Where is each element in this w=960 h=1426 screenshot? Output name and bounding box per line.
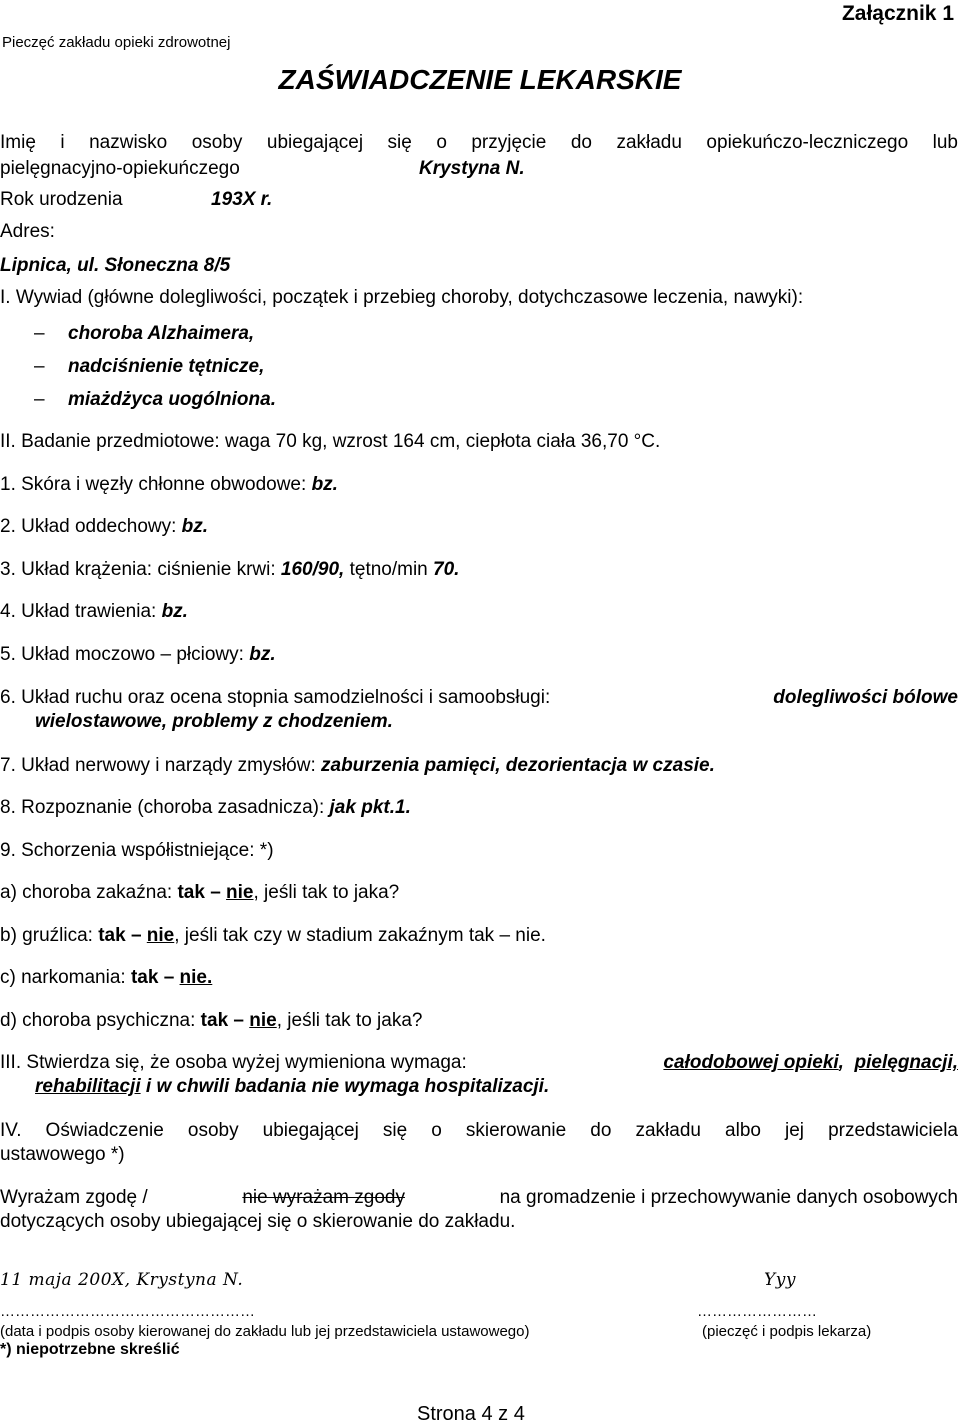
conclusion-line: III. Stwierdza się, że osoba wyżej wymieniona wymaga: całodobowej opieki, pielęgnacji, (0, 1052, 958, 1073)
exam-item-urogenital: 5. Układ moczowo – płciowy: bz. (0, 644, 276, 665)
disease-addiction: c) narkomania: tak – nie. (0, 967, 213, 988)
signature-line-right: …………………… (697, 1303, 817, 1320)
name-label: Imię i nazwisko osoby ubiegającej się o przyjęcie do zakładu opiekuńczo-leczniczego lub (0, 132, 958, 153)
birth-value: 193X r. (211, 189, 273, 210)
consent-line: Wyrażam zgodę / nie wyrażam zgody na gromadzenie i przechowywanie danych osobowych (0, 1187, 958, 1208)
dash-marker: – (34, 389, 45, 410)
exam-item-diagnosis: 8. Rozpoznanie (choroba zasadnicza): jak pkt.1. (0, 797, 411, 818)
birth-label: Rok urodzenia (0, 189, 123, 210)
signature-line-left: …………………………………………… (0, 1303, 255, 1320)
exam-item-locomotor-cont: wielostawowe, problemy z chodzeniem. (35, 711, 393, 732)
patient-signature-caption: (data i podpis osoby kierowanej do zakładu lub jej przedstawiciela ustawowego) (0, 1323, 530, 1340)
consent-line-cont: dotyczących osoby ubiegającej się o skierowanie do zakładu. (0, 1211, 516, 1232)
exam-item-comorbidities: 9. Schorzenia współistniejące: *) (0, 840, 274, 861)
conclusion-line-cont: rehabilitacji i w chwili badania nie wymaga hospitalizacji. (35, 1076, 550, 1097)
exam-item-digestive: 4. Układ trawienia: bz. (0, 601, 188, 622)
exam-heading: II. Badanie przedmiotowe: waga 70 kg, wzrost 164 cm, ciepłota ciała 36,70 °C. (0, 431, 661, 452)
exam-item-locomotor: 6. Układ ruchu oraz ocena stopnia samodzielności i samoobsługi: dolegliwości bólowe (0, 687, 958, 708)
exam-item-skin: 1. Skóra i węzły chłonne obwodowe: bz. (0, 474, 338, 495)
exam-item-respiratory: 2. Układ oddechowy: bz. (0, 516, 209, 537)
interview-heading: I. Wywiad (główne dolegliwości, początek i przebieg choroby, dotychczasowe leczenia, nawyki): (0, 287, 804, 308)
footnote: *) niepotrzebne skreślić (0, 1341, 180, 1358)
name-label-cont: pielęgnacyjno-opiekuńczego (0, 158, 240, 179)
page-number: Strona 4 z 4 (417, 1403, 525, 1425)
interview-item: – miażdżyca uogólniona. (34, 389, 276, 410)
attachment-label: Załącznik 1 (841, 2, 954, 25)
doctor-signature: Yyy (764, 1270, 796, 1290)
dash-marker: – (34, 323, 45, 344)
disease-infectious: a) choroba zakaźna: tak – nie, jeśli tak to jaka? (0, 882, 400, 903)
interview-item: – nadciśnienie tętnicze, (34, 356, 265, 377)
dash-marker: – (34, 356, 45, 377)
statement-heading: IV. Oświadczenie osoby ubiegającej się o skierowanie do zakładu albo jej przedstawiciela (0, 1120, 958, 1141)
interview-item: – choroba Alzhaimera, (34, 323, 255, 344)
disease-tuberculosis: b) gruźlica: tak – nie, jeśli tak czy w stadium zakaźnym tak – nie. (0, 925, 546, 946)
exam-item-circulation: 3. Układ krążenia: ciśnienie krwi: 160/90, tętno/min 70. (0, 559, 460, 580)
page-title: ZAŚWIADCZENIE LEKARSKIE (278, 64, 682, 95)
stamp-label: Pieczęć zakładu opieki zdrowotnej (2, 34, 231, 51)
doctor-signature-caption: (pieczęć i podpis lekarza) (702, 1323, 872, 1340)
exam-item-nervous: 7. Układ nerwowy i narządy zmysłów: zaburzenia pamięci, dezorientacja w czasie. (0, 755, 715, 776)
statement-heading-cont: ustawowego *) (0, 1144, 125, 1165)
disease-psychiatric: d) choroba psychiczna: tak – nie, jeśli tak to jaka? (0, 1010, 423, 1031)
address-label: Adres: (0, 221, 55, 242)
patient-signature: 11 maja 200X, Krystyna N. (0, 1270, 244, 1290)
patient-name: Krystyna N. (419, 158, 525, 179)
address-value: Lipnica, ul. Słoneczna 8/5 (0, 255, 231, 276)
